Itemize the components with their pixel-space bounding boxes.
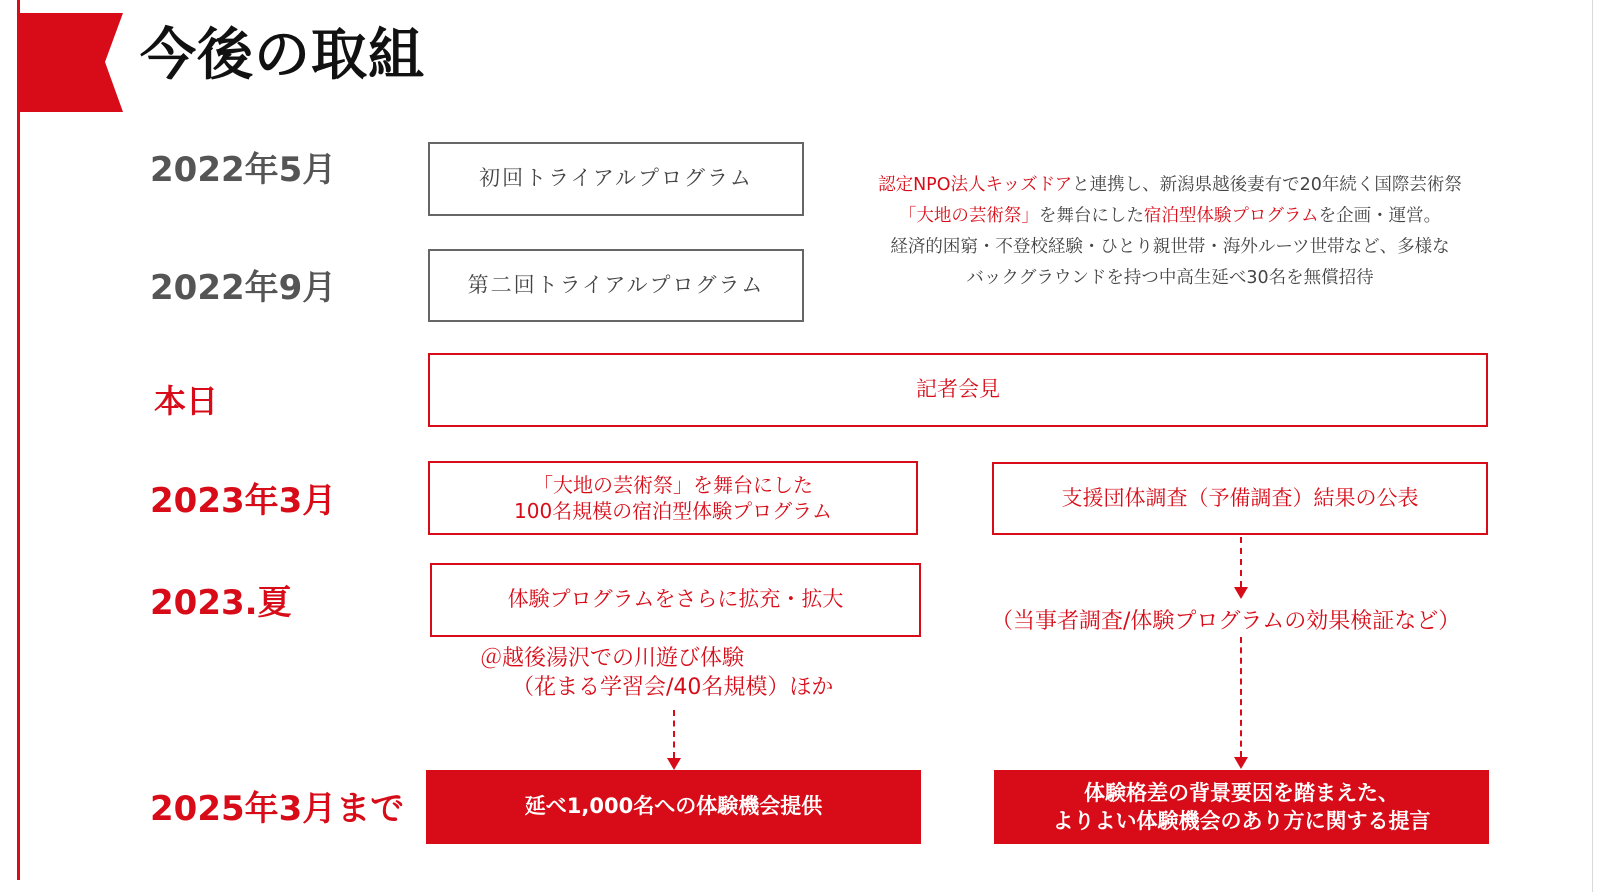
description-line-3: 経済的困窮・不登校経験・ひとり親世帯・海外ルーツ世帯など、多様な [890, 237, 1450, 257]
arrow-down-icon [1234, 587, 1248, 599]
program-expansion-box [430, 563, 921, 637]
trial-program-1-box [428, 142, 804, 216]
press-conference-label: 記者会見 [916, 377, 1000, 402]
date-2023-03: 2023年3月 [150, 481, 337, 521]
provision-connector-line [673, 710, 675, 758]
survey-followup-note: （当事者調査/体験プログラムの効果検証など） [991, 609, 1461, 634]
arrow-down-icon [667, 758, 681, 770]
art-festival-program-line-1: 「大地の芸術祭」を舞台にした [533, 473, 813, 497]
survey-connector-line [1240, 537, 1242, 587]
trial-program-2-box [428, 249, 804, 322]
description-highlight: 「大地の芸術祭」 [898, 206, 1039, 226]
trial-description [820, 170, 1520, 294]
date-today: 本日 [154, 382, 219, 420]
date-2025-03: 2025年3月まで [150, 789, 405, 829]
date-2022-05: 2022年5月 [150, 150, 337, 190]
date-2022-09: 2022年9月 [150, 268, 337, 308]
slide-edge-divider [1592, 0, 1593, 892]
description-text: を舞台にした [1038, 206, 1144, 226]
art-festival-program-line-2: 100名規模の宿泊型体験プログラム [514, 499, 832, 523]
expansion-note-line-1: ＠越後湯沢での川遊び体験 [480, 646, 745, 671]
art-festival-program-box [428, 461, 918, 535]
description-text: と連携し、新潟県越後妻有で20年続く国際芸術祭 [1072, 175, 1462, 195]
description-text: を企画・運営。 [1318, 206, 1442, 226]
policy-proposal-line-2: よりよい体験機会のあり方に関する提言 [1052, 809, 1431, 833]
survey-results-box [992, 462, 1488, 535]
experience-provision-box [426, 770, 921, 844]
description-highlight: 認定NPO法人キッズドア [878, 175, 1073, 195]
description-highlight: 宿泊型体験プログラム [1143, 206, 1319, 226]
description-line-4: バックグラウンドを持つ中高生延べ30名を無償招待 [966, 268, 1374, 288]
trial-program-2-label: 第二回トライアルプログラム [467, 272, 765, 297]
program-expansion-label: 体験プログラムをさらに拡充・拡大 [507, 587, 844, 612]
date-2023-summer: 2023.夏 [150, 583, 292, 623]
page-title: 今後の取組 [140, 23, 425, 88]
trial-program-1-label: 初回トライアルプログラム [479, 166, 753, 191]
policy-proposal-box [994, 770, 1489, 844]
press-conference-box [428, 353, 1488, 427]
experience-provision-label: 延べ1,000名への体験機会提供 [524, 794, 823, 819]
proposal-connector-line [1240, 637, 1242, 757]
description-line-1 [820, 170, 1520, 201]
arrow-down-icon [1234, 757, 1248, 769]
timeline-vertical-line [17, 0, 20, 880]
survey-results-label: 支援団体調査（予備調査）結果の公表 [1061, 485, 1419, 510]
description-line-2 [820, 201, 1520, 232]
policy-proposal-line-1: 体験格差の背景要因を踏まえた、 [1084, 780, 1399, 805]
expansion-note-line-2: （花まる学習会/40名規模）ほか [512, 675, 834, 700]
